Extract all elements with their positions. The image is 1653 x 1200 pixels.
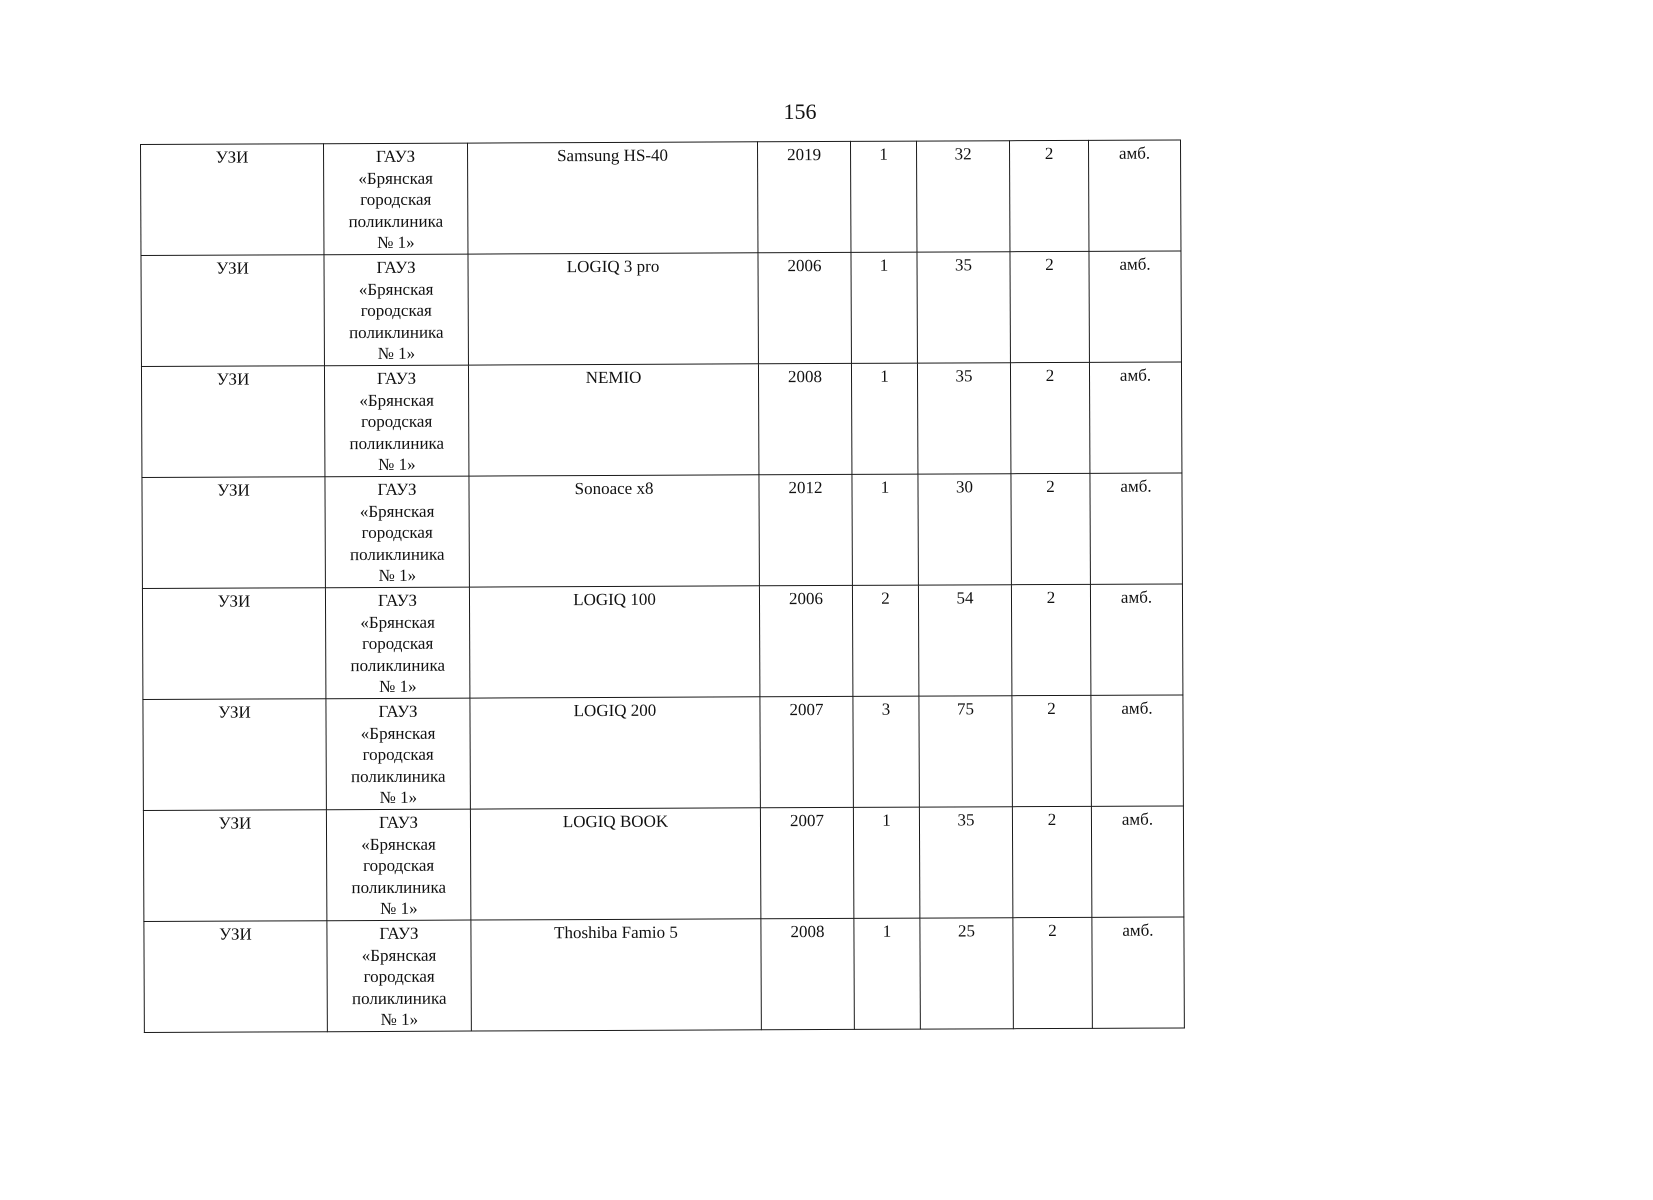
org-line: городская xyxy=(360,189,432,210)
cell-capacity: 30 xyxy=(918,474,1011,585)
cell-shifts: 2 xyxy=(1011,473,1090,584)
table-row xyxy=(141,362,1181,478)
cell-organization xyxy=(324,143,468,255)
cell-organization xyxy=(327,920,471,1032)
org-line: городская xyxy=(362,633,434,654)
org-line: поликлиника xyxy=(348,211,444,231)
org-line: «Брянская xyxy=(361,945,437,965)
org-line: «Брянская xyxy=(360,723,436,743)
cell-type: УЗИ xyxy=(143,810,326,922)
cell-year: 2006 xyxy=(758,252,851,363)
org-line: поликлиника xyxy=(349,433,445,453)
cell-capacity: 32 xyxy=(916,141,1009,252)
cell-organization xyxy=(325,587,469,699)
cell-mode: амб. xyxy=(1089,362,1181,473)
cell-organization xyxy=(324,365,468,477)
org-line: ГАУЗ xyxy=(376,368,417,388)
cell-mode: амб. xyxy=(1089,251,1181,362)
org-line: поликлиника xyxy=(350,655,446,675)
cell-shifts: 2 xyxy=(1009,140,1088,251)
cell-quantity: 1 xyxy=(853,807,919,918)
cell-shifts: 2 xyxy=(1013,917,1092,1028)
org-line: поликлиника xyxy=(351,877,447,897)
cell-shifts: 2 xyxy=(1010,362,1089,473)
cell-quantity: 1 xyxy=(851,363,917,474)
cell-type: УЗИ xyxy=(141,144,324,256)
cell-year: 2007 xyxy=(760,807,853,918)
org-line: ГАУЗ xyxy=(375,146,416,166)
cell-shifts: 2 xyxy=(1011,584,1090,695)
cell-model: LOGIQ 100 xyxy=(469,586,759,698)
org-line: ГАУЗ xyxy=(377,479,417,499)
table-row xyxy=(143,695,1183,811)
cell-type: УЗИ xyxy=(142,477,325,589)
cell-quantity: 3 xyxy=(853,696,919,807)
cell-model: LOGIQ BOOK xyxy=(470,808,760,920)
org-line: «Брянская xyxy=(360,612,435,632)
org-line: «Брянская xyxy=(358,279,434,299)
cell-shifts: 2 xyxy=(1012,806,1091,917)
org-line: № 1» xyxy=(380,1009,419,1029)
org-line: № 1» xyxy=(378,454,416,474)
page-number: 156 xyxy=(783,99,817,124)
cell-mode: амб. xyxy=(1092,917,1184,1028)
org-line: ГАУЗ xyxy=(377,590,418,610)
cell-type: УЗИ xyxy=(141,255,324,367)
cell-mode: амб. xyxy=(1091,806,1183,917)
cell-mode: амб. xyxy=(1091,695,1183,806)
cell-quantity: 1 xyxy=(854,918,920,1029)
cell-year: 2012 xyxy=(759,474,852,585)
org-line: городская xyxy=(361,411,433,432)
org-line: № 1» xyxy=(379,787,418,807)
cell-type: УЗИ xyxy=(143,699,326,811)
table-row xyxy=(141,251,1181,367)
cell-type: УЗИ xyxy=(142,588,325,700)
org-line: городская xyxy=(360,300,432,321)
cell-year: 2007 xyxy=(760,696,853,807)
cell-capacity: 35 xyxy=(917,363,1010,474)
cell-mode: амб. xyxy=(1090,473,1182,584)
org-line: городская xyxy=(363,855,435,876)
org-line: ГАУЗ xyxy=(376,257,416,277)
org-line: № 1» xyxy=(377,232,415,252)
cell-quantity: 1 xyxy=(851,252,917,363)
table-row xyxy=(144,917,1184,1033)
cell-shifts: 2 xyxy=(1010,251,1089,362)
org-line: «Брянская xyxy=(359,501,435,521)
cell-organization xyxy=(325,476,469,588)
cell-year: 2006 xyxy=(759,585,852,696)
org-line: поликлиника xyxy=(350,766,446,786)
cell-capacity: 25 xyxy=(920,918,1013,1029)
cell-model: Thoshiba Famio 5 xyxy=(471,919,761,1031)
org-line: городская xyxy=(362,744,434,765)
org-line: поликлиника xyxy=(348,322,444,342)
table-row xyxy=(142,584,1182,700)
cell-type: УЗИ xyxy=(141,366,324,478)
cell-model: NEMIO xyxy=(468,364,758,476)
org-line: № 1» xyxy=(379,676,417,696)
cell-quantity: 2 xyxy=(852,585,918,696)
cell-organization xyxy=(324,254,468,366)
cell-year: 2019 xyxy=(757,141,850,252)
cell-capacity: 75 xyxy=(919,696,1012,807)
cell-mode: амб. xyxy=(1088,140,1180,251)
table-body xyxy=(141,140,1185,1033)
org-line: «Брянская xyxy=(358,168,433,188)
org-line: поликлиника xyxy=(349,544,445,564)
org-line: городская xyxy=(363,966,435,987)
cell-model: Sonoace x8 xyxy=(469,475,759,587)
table-row xyxy=(141,140,1181,256)
cell-organization xyxy=(326,809,470,921)
cell-capacity: 54 xyxy=(918,585,1011,696)
cell-year: 2008 xyxy=(761,918,854,1029)
org-line: «Брянская xyxy=(359,390,434,410)
org-line: ГАУЗ xyxy=(379,923,419,943)
cell-type: УЗИ xyxy=(144,921,327,1033)
equipment-table xyxy=(140,139,1185,1033)
cell-model: LOGIQ 200 xyxy=(470,697,760,809)
cell-model: Samsung HS-40 xyxy=(467,142,757,254)
cell-quantity: 1 xyxy=(852,474,918,585)
cell-organization xyxy=(326,698,470,810)
org-line: «Брянская xyxy=(361,834,436,854)
org-line: № 1» xyxy=(377,343,416,363)
cell-capacity: 35 xyxy=(917,252,1010,363)
org-line: поликлиника xyxy=(351,988,447,1008)
cell-mode: амб. xyxy=(1090,584,1182,695)
table-row xyxy=(142,473,1182,589)
org-line: городская xyxy=(361,522,433,543)
org-line: ГАУЗ xyxy=(378,812,419,832)
cell-quantity: 1 xyxy=(850,141,916,252)
org-line: ГАУЗ xyxy=(378,701,418,721)
table-row xyxy=(143,806,1183,922)
cell-shifts: 2 xyxy=(1012,695,1091,806)
org-line: № 1» xyxy=(378,565,417,585)
cell-capacity: 35 xyxy=(919,807,1012,918)
org-line: № 1» xyxy=(380,898,418,918)
cell-year: 2008 xyxy=(758,363,851,474)
cell-model: LOGIQ 3 pro xyxy=(468,253,758,365)
